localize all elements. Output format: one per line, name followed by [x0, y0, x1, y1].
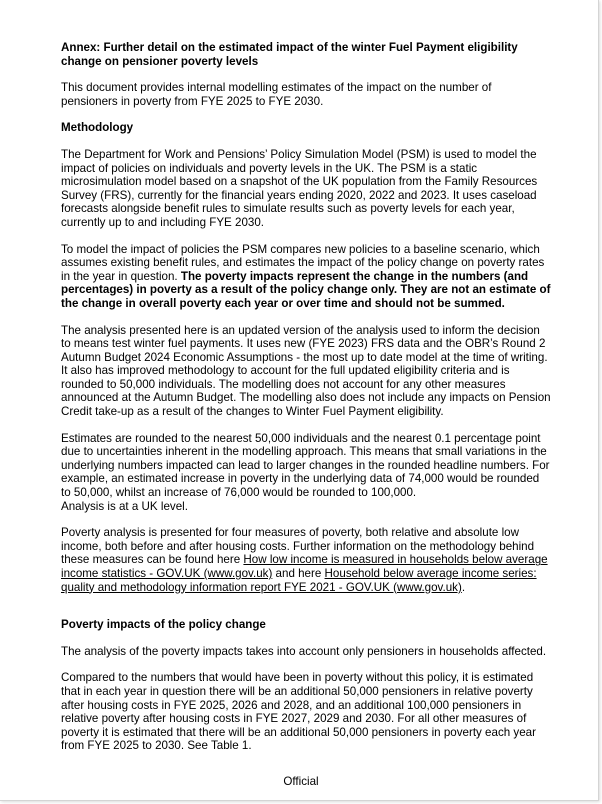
poverty-impacts-heading: Poverty impacts of the policy change: [61, 618, 266, 632]
intro-paragraph: This document provides internal modelling estimates of the impact on the number of pensioners in poverty from FYE 2025 to FYE 2030.: [61, 81, 492, 108]
methodology-paragraph-5: [61, 526, 551, 594]
methodology-paragraph-5-end: .: [461, 580, 466, 594]
methodology-paragraph-4: [61, 432, 551, 514]
impacts-paragraph-1: The analysis of the poverty impacts takes into account only pensioners in households affected.: [61, 644, 547, 658]
document-title: Annex: Further detail on the estimated impact of the winter Fuel Payment eligibility change on pensioner poverty levels: [61, 41, 518, 68]
low-income-measure-link[interactable]: How low income is measured in households below average income statistics - GOV.UK (www.gov.uk): [61, 553, 548, 580]
document-body: [61, 41, 551, 766]
methodology-paragraph-2: [61, 243, 551, 311]
methodology-paragraph-2-text: To model the impact of policies the PSM compares new policies to a baseline scenario, which assumes existing benefit rules, and estimates the impact of the policy change on poverty rates in the year in question.: [61, 242, 545, 283]
hbai-quality-report-link[interactable]: Household below average income series: quality and methodology information report FYE 2021 - GOV.UK (www.gov.uk): [61, 567, 537, 594]
methodology-paragraph-3: The analysis presented here is an updated version of the analysis used to inform the decision to means test winter fuel payments. It uses new (FYE 2023) FRS data and the OBR’s Round 2 Autumn Budget 2024 Economic Assumptions - the most up to date model at the time of writing. It also has improved methodology to account for the full updated eligibility criteria and is rounded to 50,000 individuals. The modelling does not account for any other measures announced at the Autumn Budget. The modelling also does not include any impacts on Pension Credit take-up as a result of the changes to Winter Fuel Payment eligibility.: [61, 323, 551, 419]
uk-level-text: Analysis is at a UK level.: [61, 499, 188, 513]
methodology-paragraph-1: The Department for Work and Pensions’ Policy Simulation Model (PSM) is used to model the impact of policies on individuals and poverty levels in the UK. The PSM is a static microsimulation model based on a snapshot of the UK population from the Family Resources Survey (FRS), currently for the financial years ending 2020, 2022 and 2023. It uses caseload forecasts alongside benefit rules to simulate results such as poverty levels for each year, currently up to and including FYE 2030.: [61, 147, 538, 229]
rounding-text: Estimates are rounded to the nearest 50,000 individuals and the nearest 0.1 percentage point due to uncertainties inherent in the modelling approach. This means that small variations in the underlying numbers impacted can lead to larger changes in the rounded headline numbers. For example, an estimated increase in poverty in the underlying data of 74,000 would be rounded to 50,000, whilst an increase of 76,000 would be rounded to 100,000.: [61, 431, 550, 500]
impacts-paragraph-2: Compared to the numbers that would have been in poverty without this policy, it is estimated that in each year in question there will be an additional 50,000 pensioners in relative poverty after housing costs in FYE 2025, 2026 and 2028, and an additional 100,000 pensioners in relative poverty after housing costs in FYE 2027, 2029 and 2030. For all other measures of poverty it is estimated that there will be an additional 50,000 pensioners in poverty each year from FYE 2025 to 2030. See Table 1.: [61, 671, 536, 753]
footer-classification: Official: [283, 775, 319, 788]
methodology-heading: Methodology: [61, 121, 134, 135]
methodology-paragraph-2-bold: The poverty impacts represent the change in the numbers (and percentages) in poverty as a result of the policy change only. They are not an estimate of the change in overall poverty each year or over time and should not be summed.: [61, 269, 551, 310]
methodology-paragraph-5-start: Poverty analysis is presented for four measures of poverty, both relative and absolute low income, both before and after housing costs. Further information on the methodology behind these measures can be found here: [61, 526, 535, 567]
methodology-paragraph-5-mid: and here: [272, 567, 325, 580]
